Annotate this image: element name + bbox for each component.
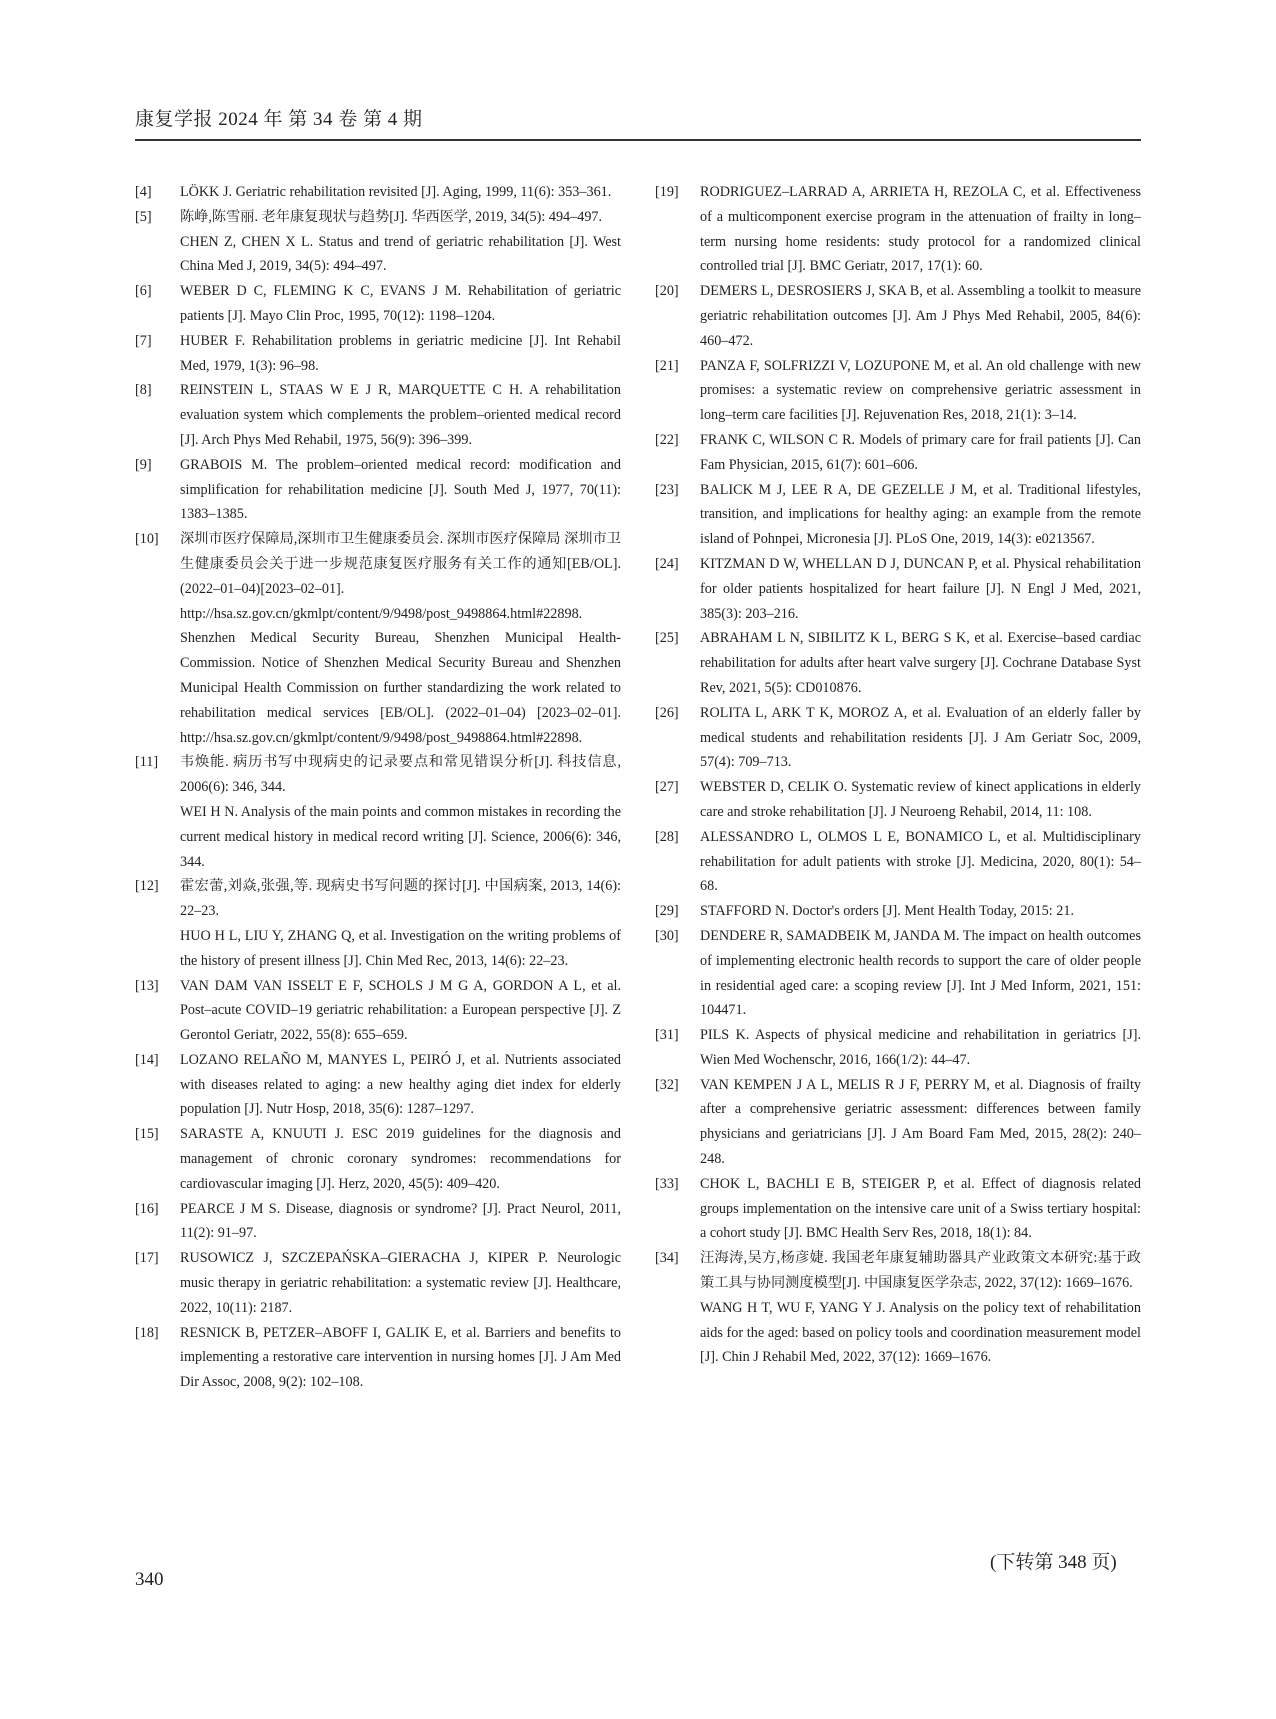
reference-text: 深圳市医疗保障局,深圳市卫生健康委员会. 深圳市医疗保障局 深圳市卫生健康委员会关于进一步规范康复医疗服务有关工作的通知[EB/OL]. (2022–01–04)[2023–02–01]. http://hsa.sz.gov.cn/gkmlpt/content/9/9498/post_9498864.html#22898.	[180, 531, 621, 622]
reference-item	[655, 552, 1141, 626]
reference-text: PANZA F, SOLFRIZZI V, LOZUPONE M, et al. An old challenge with new promises: a systematic review on comprehensive geriatric assessment in long–term care facilities [J]. Rejuvenation Res, 2018, 21(1): 3–14.	[700, 357, 1141, 424]
reference-number: [28]	[655, 828, 679, 845]
reference-text: DENDERE R, SAMADBEIK M, JANDA M. The impact on health outcomes of implementing electronic health records to support the care of older people in residential aged care: a scoping review [J]. Int J Med Inform, 2021, 151: 104471.	[700, 927, 1141, 1019]
reference-number: [31]	[655, 1027, 679, 1044]
reference-text: REINSTEIN L, STAAS W E J R, MARQUETTE C H. A rehabilitation evaluation system which complements the problem–oriented medical record [J]. Arch Phys Med Rehabil, 1975, 56(9): 396–399.	[180, 382, 621, 448]
reference-number: [17]	[135, 1250, 159, 1267]
reference-item	[135, 974, 621, 1048]
reference-text: DEMERS L, DESROSIERS J, SKA B, et al. Assembling a toolkit to measure geriatric rehabilitation outcomes [J]. Am J Phys Med Rehabil, 2005, 84(6): 460–472.	[700, 283, 1141, 349]
reference-item	[655, 626, 1141, 700]
reference-text: WEI H N. Analysis of the main points and common mistakes in recording the current medical history in medical record writing [J]. Science, 2006(6): 346, 344.	[180, 803, 621, 870]
reference-number: [29]	[655, 903, 679, 920]
reference-number: [10]	[135, 531, 159, 548]
reference-item	[135, 1197, 621, 1247]
running-header: 康复学报 2024 年 第 34 卷 第 4 期	[135, 109, 423, 130]
reference-text: 霍宏蕾,刘焱,张强,等. 现病史书写问题的探讨[J]. 中国病案, 2013, 14(6): 22–23.	[180, 878, 621, 920]
reference-number: [21]	[655, 357, 679, 374]
reference-item	[655, 775, 1141, 825]
reference-number: [33]	[655, 1175, 679, 1192]
reference-text: RUSOWICZ J, SZCZEPAŃSKA–GIERACHA J, KIPER P. Neurologic music therapy in geriatric rehabilitation: a systematic review [J]. Healthcare, 2022, 10(11): 2187.	[180, 1250, 621, 1316]
reference-number: [9]	[135, 456, 152, 473]
reference-text: GRABOIS M. The problem–oriented medical record: modification and simplification for rehabilitation medicine [J]. South Med J, 1977, 70(11): 1383–1385.	[180, 456, 621, 523]
reference-number: [6]	[135, 283, 152, 300]
reference-number: [24]	[655, 555, 679, 572]
reference-text: CHEN Z, CHEN X L. Status and trend of geriatric rehabilitation [J]. West China Med J, 2019, 34(5): 494–497.	[180, 233, 621, 275]
reference-item	[655, 1172, 1141, 1246]
reference-text: VAN DAM VAN ISSELT E F, SCHOLS J M G A, GORDON A L, et al. Post–acute COVID–19 geriatric rehabilitation: a European perspective [J]. Z Gerontol Geriatr, 2022, 55(8): 655–659.	[180, 977, 621, 1044]
reference-text: SARASTE A, KNUUTI J. ESC 2019 guidelines for the diagnosis and management of chronic coronary syndromes: recommendations for cardiovascular imaging [J]. Herz, 2020, 45(5): 409–420.	[180, 1126, 621, 1192]
reference-text: PEARCE J M S. Disease, diagnosis or syndrome? [J]. Pract Neurol, 2011, 11(2): 91–97.	[180, 1200, 621, 1242]
reference-item	[655, 924, 1141, 1023]
reference-text: CHOK L, BACHLI E B, STEIGER P, et al. Effect of diagnosis related groups implementation on the intensive care unit of a Swiss tertiary hospital: a cohort study [J]. BMC Health Serv Res, 2018, 18(1): 84.	[700, 1175, 1141, 1242]
reference-item	[135, 874, 621, 973]
reference-item	[655, 701, 1141, 775]
reference-text: Shenzhen Medical Security Bureau, Shenzhen Municipal Health-Commission. Notice of Shenzhen Medical Security Bureau and Shenzhen Municipal Health Commission on further standardizing the work related to rehabilitation medical services [EB/OL]. (2022–01–04) [2023–02–01]. http://hsa.sz.gov.cn/gkmlpt/content/9/9498/post_9498864.html#22898.	[180, 630, 621, 746]
reference-number: [11]	[135, 754, 159, 771]
reference-text: WEBSTER D, CELIK O. Systematic review of kinect applications in elderly care and stroke rehabilitation [J]. J Neuroeng Rehabil, 2014, 11: 108.	[700, 779, 1141, 820]
reference-text: PILS K. Aspects of physical medicine and rehabilitation in geriatrics [J]. Wien Med Wochenschr, 2016, 166(1/2): 44–47.	[700, 1027, 1141, 1068]
reference-number: [30]	[655, 927, 679, 944]
reference-number: [22]	[655, 431, 679, 448]
reference-text: ROLITA L, ARK T K, MOROZ A, et al. Evaluation of an elderly faller by medical students and rehabilitation residents [J]. J Am Geriatr Soc, 2009, 57(4): 709–713.	[700, 704, 1141, 771]
reference-number: [13]	[135, 977, 159, 994]
reference-number: [12]	[135, 878, 159, 895]
reference-text: STAFFORD N. Doctor's orders [J]. Ment Health Today, 2015: 21.	[700, 903, 1074, 920]
reference-item	[135, 1122, 621, 1196]
reference-item	[135, 750, 621, 874]
reference-text: KITZMAN D W, WHELLAN D J, DUNCAN P, et al. Physical rehabilitation for older patients hospitalized for heart failure [J]. N Engl J Med, 2021, 385(3): 203–216.	[700, 555, 1141, 622]
reference-item	[135, 527, 621, 750]
reference-text: ALESSANDRO L, OLMOS L E, BONAMICO L, et al. Multidisciplinary rehabilitation for adult patients with stroke [J]. Medicina, 2020, 80(1): 54–68.	[700, 828, 1141, 895]
reference-item	[135, 180, 621, 205]
reference-item	[655, 1023, 1141, 1073]
reference-text: RESNICK B, PETZER–ABOFF I, GALIK E, et al. Barriers and benefits to implementing a restorative care intervention in nursing homes [J]. J Am Med Dir Assoc, 2008, 9(2): 102–108.	[180, 1324, 621, 1391]
reference-text: 陈峥,陈雪丽. 老年康复现状与趋势[J]. 华西医学, 2019, 34(5): 494–497.	[180, 208, 603, 225]
reference-number: [14]	[135, 1051, 159, 1068]
reference-number: [18]	[135, 1324, 159, 1341]
references-right-column	[655, 180, 1141, 1370]
reference-text: LOZANO RELAÑO M, MANYES L, PEIRÓ J, et al. Nutrients associated with diseases related to aging: a new healthy aging diet index for elderly population [J]. Nutr Hosp, 2018, 35(6): 1287–1297.	[180, 1051, 621, 1118]
reference-text: HUBER F. Rehabilitation problems in geriatric medicine [J]. Int Rehabil Med, 1979, 1(3): 96–98.	[180, 332, 621, 374]
reference-number: [25]	[655, 630, 679, 647]
reference-text: HUO H L, LIU Y, ZHANG Q, et al. Investigation on the writing problems of the history of present illness [J]. Chin Med Rec, 2013, 14(6): 22–23.	[180, 927, 621, 969]
reference-text: WEBER D C, FLEMING K C, EVANS J M. Rehabilitation of geriatric patients [J]. Mayo Clin Proc, 1995, 70(12): 1198–1204.	[180, 283, 621, 324]
reference-text: 汪海涛,吴方,杨彦婕. 我国老年康复辅助器具产业政策文本研究:基于政策工具与协同测度模型[J]. 中国康复医学杂志, 2022, 37(12): 1669–1676.	[700, 1250, 1141, 1292]
reference-number: [15]	[135, 1126, 159, 1143]
reference-item	[655, 899, 1141, 924]
reference-text: LÖKK J. Geriatric rehabilitation revisited [J]. Aging, 1999, 11(6): 353–361.	[180, 184, 612, 200]
reference-text: RODRIGUEZ–LARRAD A, ARRIETA H, REZOLA C, et al. Effectiveness of a multicomponent exercise program in the attenuation of frailty in long–term nursing home residents: study protocol for a randomized clinical controlled trial [J]. BMC Geriatr, 2017, 17(1): 60.	[700, 184, 1141, 275]
reference-item	[655, 478, 1141, 552]
reference-text: VAN KEMPEN J A L, MELIS R J F, PERRY M, et al. Diagnosis of frailty after a comprehensive geriatric assessment: differences between family physicians and geriatricians [J]. J Am Board Fam Med, 2015, 28(2): 240–248.	[700, 1076, 1141, 1168]
reference-item	[655, 354, 1141, 428]
reference-item	[655, 1246, 1141, 1370]
reference-item	[135, 205, 621, 279]
continued-note: (下转第 348 页)	[990, 1552, 1117, 1573]
reference-item	[655, 180, 1141, 279]
references-left-column	[135, 180, 621, 1395]
reference-text: ABRAHAM L N, SIBILITZ K L, BERG S K, et al. Exercise–based cardiac rehabilitation for adults after heart valve surgery [J]. Cochrane Database Syst Rev, 2021, 5(5): CD010876.	[700, 630, 1141, 696]
reference-number: [34]	[655, 1250, 679, 1267]
reference-item	[655, 825, 1141, 899]
reference-number: [32]	[655, 1076, 679, 1093]
reference-text: BALICK M J, LEE R A, DE GEZELLE J M, et al. Traditional lifestyles, transition, and implications for healthy aging: an example from the remote island of Pohnpei, Micronesia [J]. PLoS One, 2019, 14(3): e0213567.	[700, 481, 1141, 548]
reference-item	[135, 329, 621, 379]
reference-number: [4]	[135, 184, 152, 200]
reference-item	[655, 279, 1141, 353]
reference-number: [20]	[655, 283, 679, 300]
reference-item	[135, 1321, 621, 1395]
reference-number: [5]	[135, 208, 152, 225]
reference-number: [7]	[135, 332, 152, 349]
reference-item	[135, 279, 621, 329]
header-rule	[135, 139, 1141, 141]
reference-item	[135, 453, 621, 527]
reference-item	[655, 1073, 1141, 1172]
reference-number: [16]	[135, 1200, 159, 1217]
reference-item	[655, 428, 1141, 478]
reference-number: [23]	[655, 481, 679, 498]
reference-number: [26]	[655, 704, 679, 721]
reference-item	[135, 1048, 621, 1122]
reference-text: 韦焕能. 病历书写中现病史的记录要点和常见错误分析[J]. 科技信息, 2006(6): 346, 344.	[180, 754, 621, 796]
reference-number: [8]	[135, 382, 152, 399]
reference-text: WANG H T, WU F, YANG Y J. Analysis on the policy text of rehabilitation aids for the aged: based on policy tools and coordination measurement model [J]. Chin J Rehabil Med, 2022, 37(12): 1669–1676.	[700, 1299, 1141, 1366]
page-number: 340	[135, 1569, 164, 1590]
reference-number: [27]	[655, 779, 679, 796]
reference-text: FRANK C, WILSON C R. Models of primary care for frail patients [J]. Can Fam Physician, 2015, 61(7): 601–606.	[700, 431, 1141, 473]
reference-item	[135, 378, 621, 452]
reference-number: [19]	[655, 184, 679, 200]
reference-item	[135, 1246, 621, 1320]
